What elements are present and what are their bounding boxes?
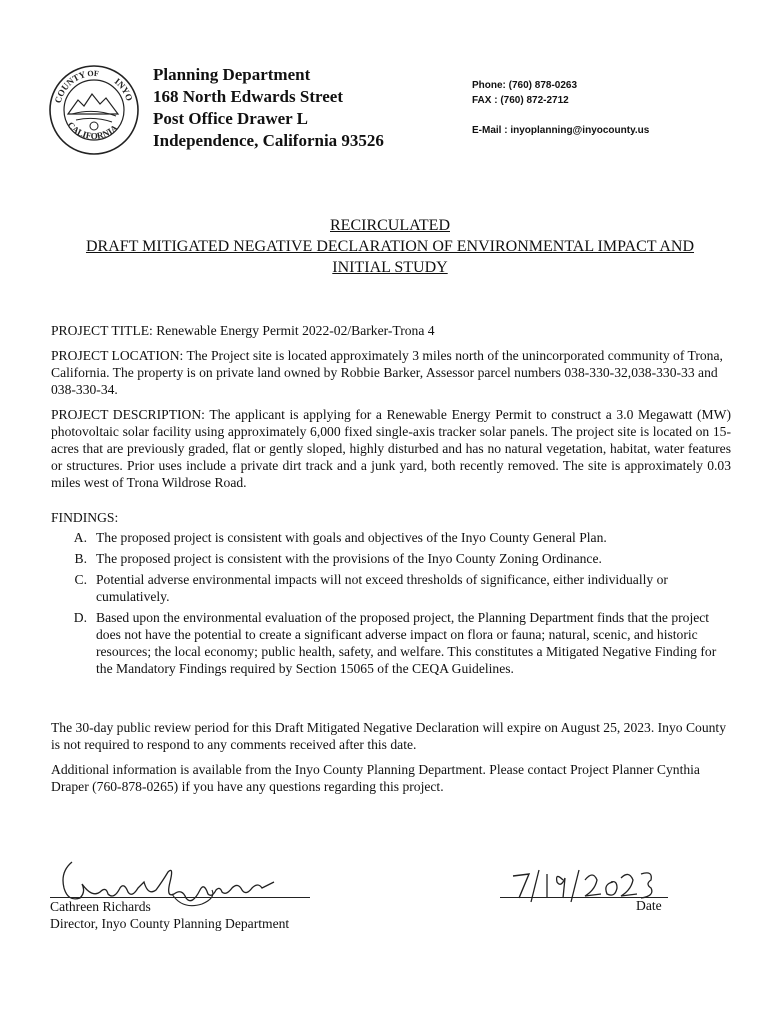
finding-letter: B. [74,551,87,566]
fax-number: FAX : (760) 872-2712 [472,95,569,106]
findings-label: FINDINGS: [51,510,119,525]
signer-name: Cathreen Richards [50,899,151,914]
finding-letter: D. [73,610,87,625]
city-state-zip: Independence, California 93526 [153,131,384,150]
department-name: Planning Department [153,65,311,84]
signer-block [50,898,289,932]
document-title [40,215,740,278]
project-description: PROJECT DESCRIPTION: The applicant is applying for a Renewable Energy Permit to construct a 3.0 Megawatt (MW) photovoltaic solar facility using approximately 6,000 fixed single-axis tracker solar panels. The project site is located on 15-acres that are previously graded, flat or gently sloped, highly disturbed and has no natural vegetation, habitat, water features or structures. Prior uses include a private dirt track and a junk yard, both recently removed. The site is approximately 0.03 miles west of Trona Wildrose Road. [51,407,731,490]
svg-text:OF: OF [87,68,100,79]
county-seal-logo [48,64,140,156]
finding-letter: A. [73,530,87,545]
finding-text: Potential adverse environmental impacts will not exceed thresholds of significance, either individually or cumulatively. [96,572,668,604]
project-location: PROJECT LOCATION: The Project site is located approximately 3 miles north of the unincorporated community of Trona, California. The property is on private land owned by Robbie Barker, Assessor parcel numbers 038-330-32,038-330-33 and 038-330-34. [51,348,723,397]
svg-text:COUNTY: COUNTY [52,69,87,105]
svg-text:CALIFORNIA: CALIFORNIA [65,119,120,141]
finding-letter: C. [74,572,87,587]
date-label: Date [636,898,662,913]
title-line-2: DRAFT MITIGATED NEGATIVE DECLARATION OF ENVIRONMENTAL IMPACT AND [85,238,695,255]
review-period-notice: The 30-day public review period for this Draft Mitigated Negative Declaration will expire on August 25, 2023. Inyo County is not required to respond to any comments received after this date. [51,720,726,752]
finding-item [51,550,731,567]
phone-number: Phone: (760) 878-0263 [472,80,578,91]
finding-item [51,609,731,677]
finding-text: The proposed project is consistent with the provisions of the Inyo County Zoning Ordinance. [96,551,602,566]
title-line-3: INITIAL STUDY [332,259,448,276]
email-address: E-Mail : inyoplanning@inyocounty.us [472,125,650,136]
letterhead-address [153,64,384,152]
finding-text: Based upon the environmental evaluation of the proposed project, the Planning Department finds that the project does not have the potential to create a significant adverse impact on flora or fauna; natural, scenic, and historic resources; the local economy; public health, safety, and welfare. This constitutes a Mitigated Negative Finding for the Mandatory Findings required by Section 15065 of the CEQA Guidelines. [96,610,717,676]
title-line-1: RECIRCULATED [330,217,450,234]
additional-info: Additional information is available from the Inyo County Planning Department. Please contact Project Planner Cynthia Draper (760-878-0265) if you have any questions regarding this project. [51,762,700,794]
document-body [51,322,731,803]
finding-text: The proposed project is consistent with goals and objectives of the Inyo County General Plan. [96,530,607,545]
signer-title: Director, Inyo County Planning Department [50,916,290,931]
project-title: PROJECT TITLE: Renewable Energy Permit 2022-02/Barker-Trona 4 [51,323,435,338]
finding-item [51,529,731,546]
svg-text:INYO: INYO [112,76,135,103]
finding-item [51,571,731,605]
street-address: 168 North Edwards Street [153,87,343,106]
contact-info [472,78,649,138]
po-box: Post Office Drawer L [153,109,308,128]
findings-section [51,509,731,677]
